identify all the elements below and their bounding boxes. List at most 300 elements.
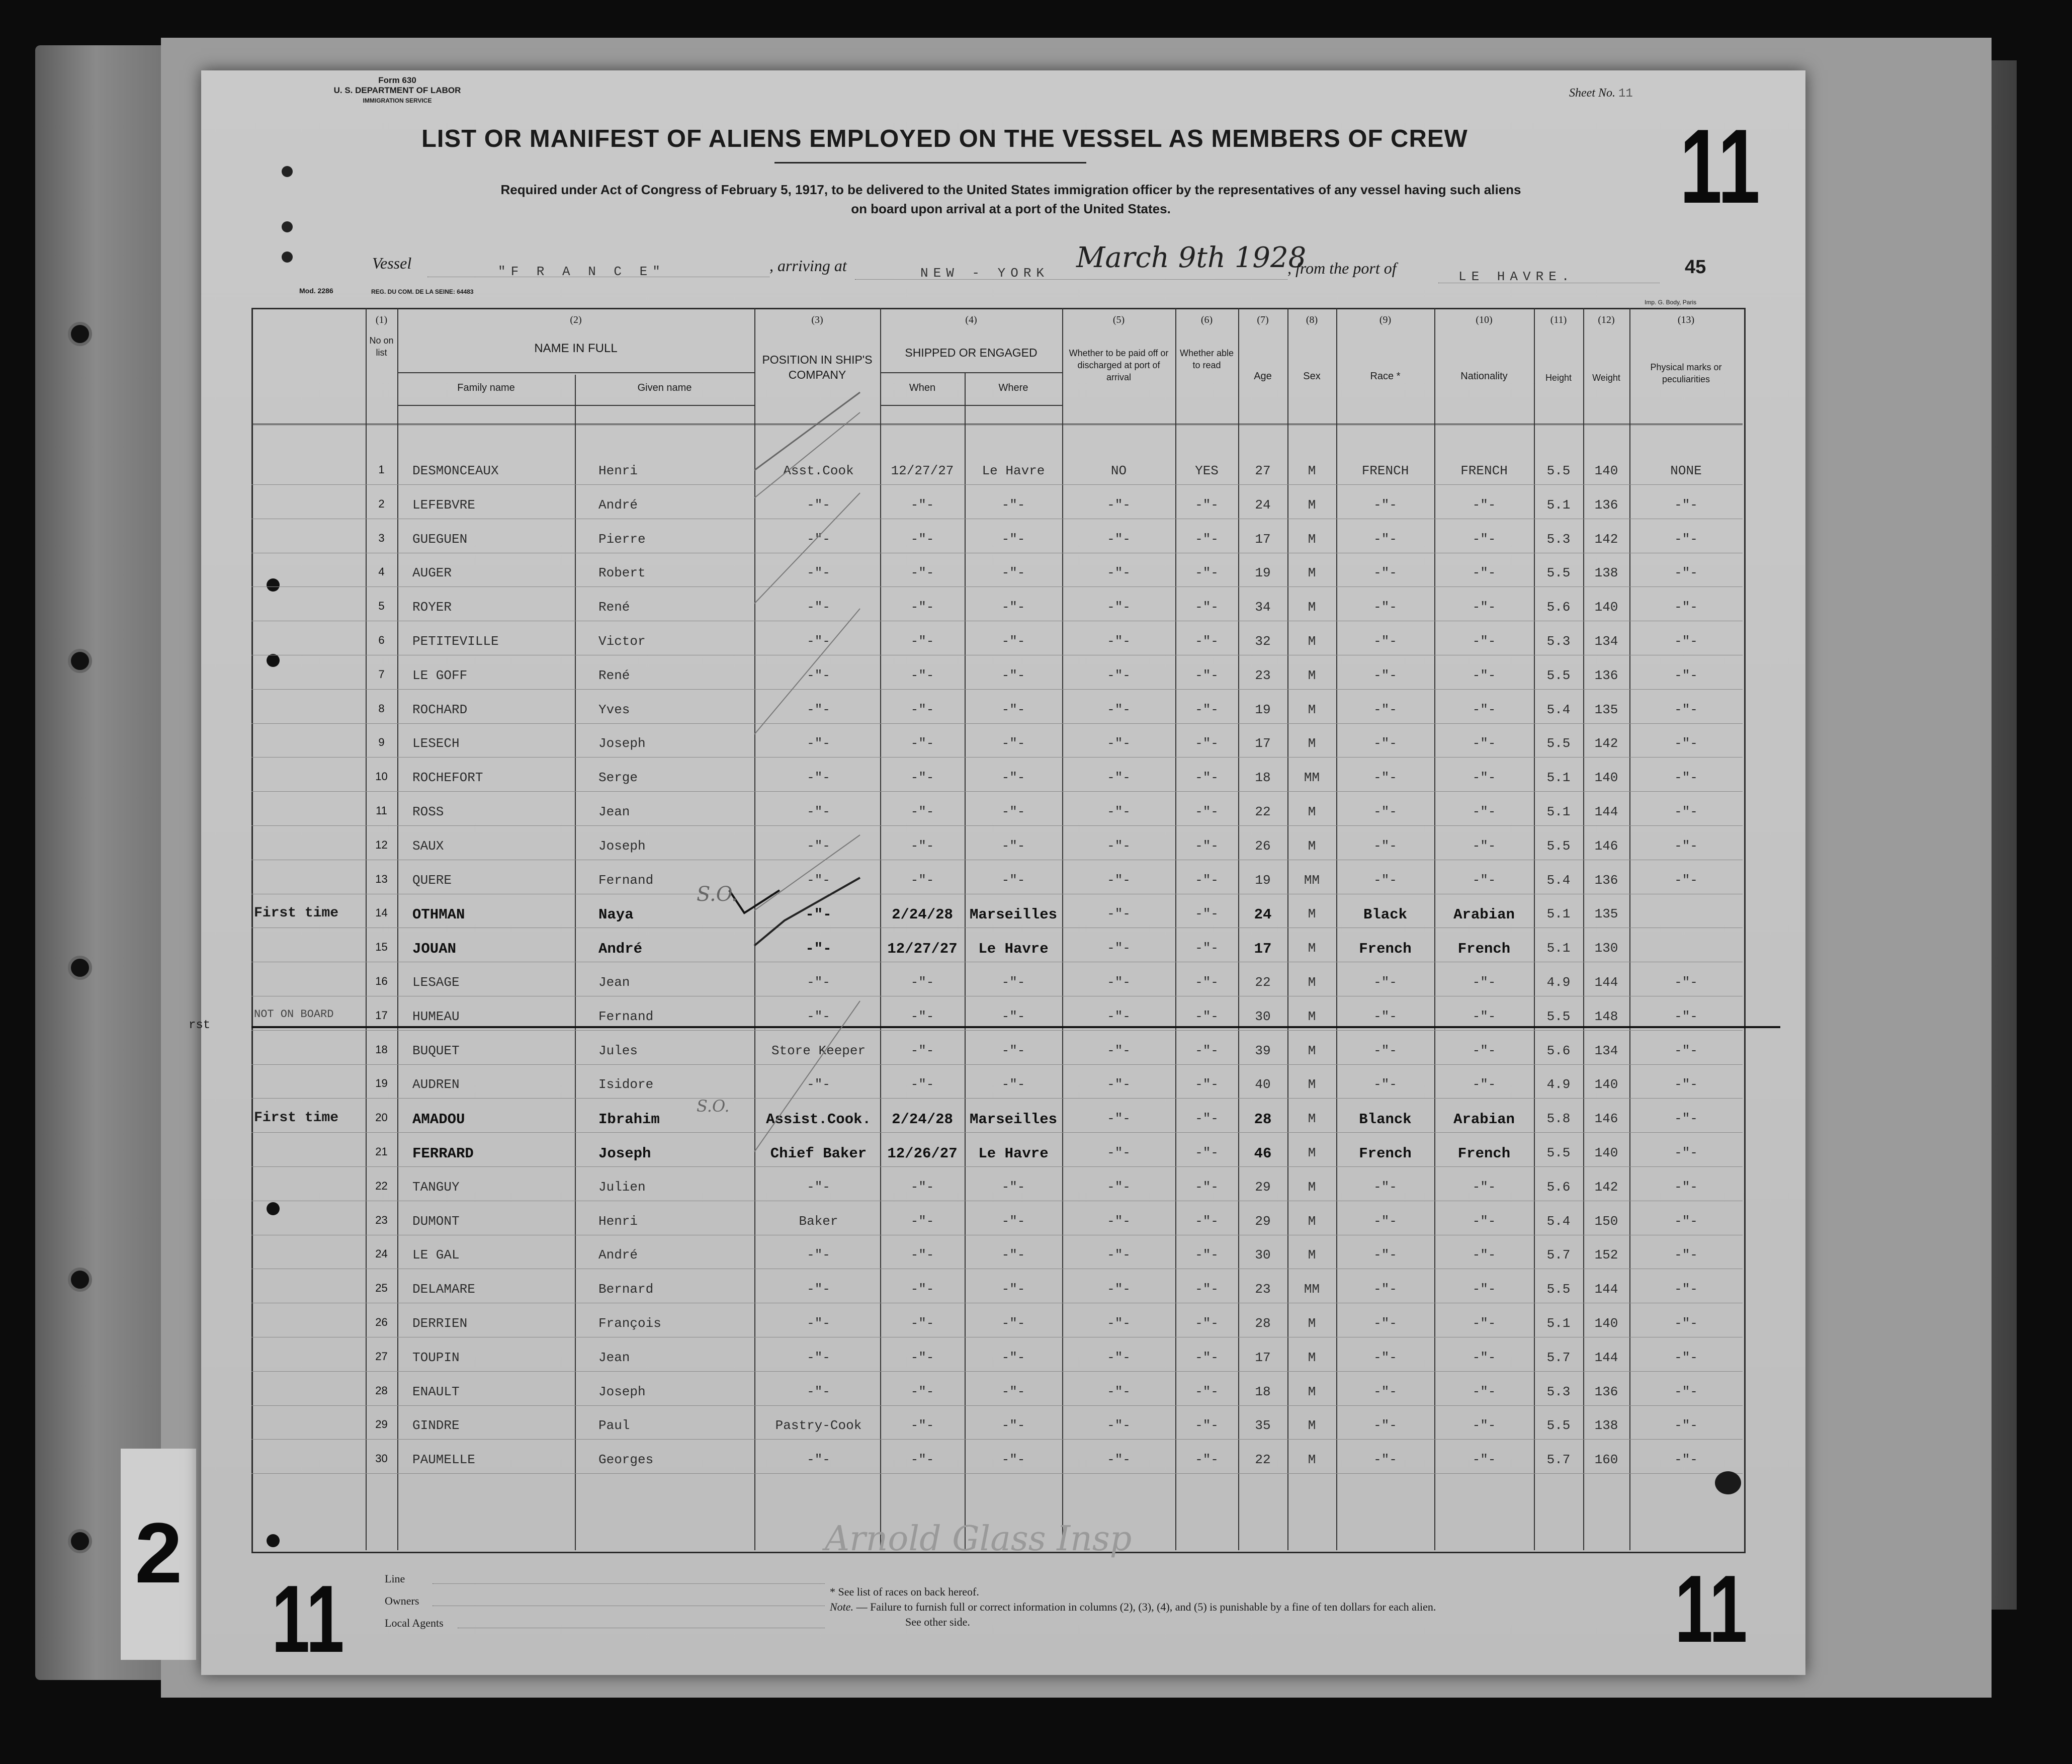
subtitle-line1: Required under Act of Congress of February 5, 1917, to be delivered to the United States immigration officer by the representatives of any vessel having such aliens bbox=[500, 182, 1521, 197]
row-rule bbox=[251, 484, 1743, 485]
cell-able-to-read: -"- bbox=[1195, 1350, 1219, 1365]
cell-age: 23 bbox=[1255, 667, 1271, 683]
cell-marks: -"- bbox=[1674, 1179, 1698, 1195]
cell-when: 2/24/28 bbox=[892, 1111, 953, 1128]
cell-height: 5.1 bbox=[1546, 906, 1571, 922]
cell-height: 5.4 bbox=[1546, 1213, 1571, 1229]
cell-no: 11 bbox=[376, 804, 387, 817]
cell-family-name: ENAULT bbox=[412, 1384, 460, 1399]
cell-given-name: André bbox=[598, 497, 638, 513]
cell-sex: M bbox=[1308, 975, 1316, 990]
cell-height: 4.9 bbox=[1546, 1077, 1571, 1093]
printer-imprint: Imp. G. Body, Paris bbox=[1645, 299, 1697, 306]
service: IMMIGRATION SERVICE bbox=[363, 97, 432, 104]
cell-position: -"- bbox=[807, 531, 830, 547]
cell-when: -"- bbox=[910, 1077, 934, 1093]
cell-age: 27 bbox=[1255, 463, 1271, 478]
row-rule bbox=[251, 1132, 1743, 1133]
cell-position: Chief Baker bbox=[770, 1145, 867, 1162]
cell-nationality: -"- bbox=[1472, 838, 1496, 854]
row-rule bbox=[251, 757, 1743, 758]
cell-height: 5.6 bbox=[1546, 600, 1571, 615]
cell-no: 2 bbox=[378, 497, 385, 510]
cell-given-name: Joseph bbox=[598, 736, 646, 751]
cell-family-name: HUMEAU bbox=[412, 1009, 460, 1024]
cell-when: -"- bbox=[910, 1213, 934, 1229]
so-annotation-row-14: S.O. bbox=[697, 883, 738, 906]
cell-given-name: Fernand bbox=[598, 1009, 654, 1024]
cell-no: 20 bbox=[375, 1111, 388, 1124]
cell-race: -"- bbox=[1373, 770, 1397, 786]
cell-family-name: DERRIEN bbox=[412, 1316, 468, 1331]
cell-paid-off: -"- bbox=[1107, 565, 1131, 581]
cell-race: Black bbox=[1363, 906, 1407, 923]
arriving-label: , arriving at bbox=[769, 257, 847, 275]
cell-marks: -"- bbox=[1674, 736, 1698, 751]
cell-age: 24 bbox=[1254, 906, 1272, 923]
cell-given-name: René bbox=[598, 667, 630, 683]
cell-age: 17 bbox=[1255, 736, 1271, 751]
cell-family-name: ROYER bbox=[412, 600, 452, 615]
cell-where: -"- bbox=[1001, 770, 1025, 786]
cell-when: -"- bbox=[910, 1282, 934, 1297]
cell-able-to-read: -"- bbox=[1195, 1145, 1219, 1160]
cell-age: 22 bbox=[1255, 975, 1271, 990]
cell-nationality: -"- bbox=[1472, 565, 1496, 581]
header-bottom-rule bbox=[251, 424, 1743, 425]
corner-mark-bottom-right: 11 bbox=[1675, 1556, 1748, 1662]
cell-position: -"- bbox=[807, 1384, 830, 1399]
mod-number: Mod. 2286 bbox=[299, 287, 333, 295]
cell-no: 12 bbox=[375, 838, 388, 851]
cell-height: 5.1 bbox=[1546, 804, 1571, 819]
cell-no: 28 bbox=[375, 1384, 388, 1397]
cell-height: 5.4 bbox=[1546, 702, 1571, 717]
cell-marks: -"- bbox=[1674, 565, 1698, 581]
cell-position: -"- bbox=[807, 1282, 830, 1297]
cell-position: -"- bbox=[807, 702, 830, 717]
col-8-label: Sex bbox=[1303, 371, 1321, 382]
cell-family-name: BUQUET bbox=[412, 1043, 460, 1058]
note-label: Note. bbox=[830, 1601, 854, 1613]
cell-marks: -"- bbox=[1674, 1350, 1698, 1365]
cell-age: 19 bbox=[1255, 872, 1271, 888]
cell-position: Asst.Cook bbox=[783, 463, 854, 478]
cell-when: -"- bbox=[910, 1179, 934, 1195]
col-2-given: Given name bbox=[637, 382, 692, 393]
from-label: , from the port of bbox=[1287, 259, 1397, 277]
cell-nationality: Arabian bbox=[1453, 1111, 1515, 1128]
cell-family-name: FERRARD bbox=[412, 1145, 474, 1162]
cell-given-name: Ibrahim bbox=[598, 1111, 660, 1128]
cell-position: -"- bbox=[807, 1350, 830, 1365]
cell-age: 28 bbox=[1254, 1111, 1272, 1128]
cell-family-name: DELAMARE bbox=[412, 1282, 475, 1297]
cell-paid-off: -"- bbox=[1107, 941, 1131, 956]
cell-family-name: AUGER bbox=[412, 565, 452, 581]
cell-where: -"- bbox=[1001, 634, 1025, 649]
cell-family-name: DESMONCEAUX bbox=[412, 463, 499, 478]
cell-sex: M bbox=[1308, 906, 1316, 922]
col-1-number: (1) bbox=[375, 314, 388, 325]
cell-given-name: Jean bbox=[598, 804, 630, 819]
col-3-number: (3) bbox=[811, 314, 823, 325]
corner-mark-bottom-left: 11 bbox=[272, 1566, 344, 1672]
cell-weight: 146 bbox=[1594, 838, 1618, 854]
row-rule bbox=[251, 1166, 1743, 1167]
col-1-label: No on list bbox=[369, 335, 394, 358]
footer-notes bbox=[830, 1584, 1436, 1630]
cell-no: 26 bbox=[375, 1316, 388, 1328]
margin-note: First time bbox=[254, 1110, 339, 1126]
cell-nationality: -"- bbox=[1472, 872, 1496, 888]
cell-family-name: LEFEBVRE bbox=[412, 497, 475, 513]
cell-family-name: GUEGUEN bbox=[412, 531, 468, 547]
cell-when: -"- bbox=[910, 702, 934, 717]
department: U. S. DEPARTMENT OF LABOR bbox=[333, 86, 461, 95]
line-label: Line bbox=[385, 1572, 405, 1585]
header-rule bbox=[397, 372, 754, 373]
cell-paid-off: NO bbox=[1110, 463, 1127, 478]
cell-age: 29 bbox=[1255, 1179, 1271, 1195]
binder-hole bbox=[68, 1529, 92, 1553]
cell-race: French bbox=[1359, 941, 1412, 958]
row-rule bbox=[251, 1030, 1743, 1031]
cell-family-name: PETITEVILLE bbox=[412, 634, 499, 649]
note-text: — Failure to furnish full or correct information in columns (2), (3), (4), and (5) is punishable by a fine of ten dollars for each alien. bbox=[856, 1601, 1436, 1613]
cell-able-to-read: -"- bbox=[1195, 1452, 1219, 1468]
cell-sex: M bbox=[1308, 497, 1316, 513]
cell-height: 5.1 bbox=[1546, 1316, 1571, 1331]
cell-no: 23 bbox=[375, 1213, 388, 1226]
cell-where: -"- bbox=[1001, 1009, 1025, 1024]
vessel-name: "F R A N C E" bbox=[498, 264, 665, 279]
cell-no: 1 bbox=[378, 463, 385, 476]
cell-where: -"- bbox=[1001, 565, 1025, 581]
cell-when: -"- bbox=[910, 600, 934, 615]
cell-marks: -"- bbox=[1674, 600, 1698, 615]
cell-age: 34 bbox=[1255, 600, 1271, 615]
cell-paid-off: -"- bbox=[1107, 736, 1131, 751]
cell-family-name: QUERE bbox=[412, 872, 452, 888]
col-2-label: NAME IN FULL bbox=[534, 342, 618, 355]
cell-weight: 142 bbox=[1594, 1179, 1618, 1195]
cell-where: -"- bbox=[1001, 1247, 1025, 1263]
cell-height: 5.6 bbox=[1546, 1179, 1571, 1195]
cell-no: 30 bbox=[375, 1452, 388, 1465]
cell-race: -"- bbox=[1373, 804, 1397, 819]
punch-hole bbox=[282, 221, 293, 232]
cell-age: 32 bbox=[1255, 634, 1271, 649]
cell-given-name: Joseph bbox=[598, 1384, 646, 1399]
cell-able-to-read: YES bbox=[1195, 463, 1219, 478]
cell-race: -"- bbox=[1373, 872, 1397, 888]
cell-able-to-read: -"- bbox=[1195, 1043, 1219, 1058]
cell-height: 5.5 bbox=[1546, 667, 1571, 683]
cell-race: -"- bbox=[1373, 1043, 1397, 1058]
cell-marks: -"- bbox=[1674, 1077, 1698, 1093]
cell-race: FRENCH bbox=[1361, 463, 1409, 478]
cell-weight: 130 bbox=[1594, 941, 1618, 956]
cell-family-name: LESAGE bbox=[412, 975, 460, 990]
cell-paid-off: -"- bbox=[1107, 1111, 1131, 1127]
cell-weight: 135 bbox=[1594, 906, 1618, 922]
cell-when: -"- bbox=[910, 1247, 934, 1263]
cell-race: -"- bbox=[1373, 1452, 1397, 1468]
cell-height: 5.1 bbox=[1546, 941, 1571, 956]
cell-family-name: OTHMAN bbox=[412, 906, 465, 923]
cell-position: -"- bbox=[807, 975, 830, 990]
cell-nationality: -"- bbox=[1472, 1179, 1496, 1195]
col-3-label: POSITION IN SHIP'S COMPANY bbox=[762, 353, 873, 381]
cell-sex: M bbox=[1308, 1009, 1316, 1024]
cell-given-name: Julien bbox=[598, 1179, 646, 1195]
cell-family-name: LE GAL bbox=[412, 1247, 460, 1263]
cell-weight: 136 bbox=[1594, 497, 1618, 513]
form-number: Form 630 bbox=[378, 75, 416, 85]
cell-nationality: -"- bbox=[1472, 1213, 1496, 1229]
cell-position: -"- bbox=[807, 1247, 830, 1263]
cell-given-name: André bbox=[598, 941, 643, 958]
cell-paid-off: -"- bbox=[1107, 1452, 1131, 1468]
cell-height: 5.5 bbox=[1546, 565, 1571, 581]
row-rule bbox=[251, 1439, 1743, 1440]
races-note: * See list of races on back hereof. bbox=[830, 1585, 979, 1598]
col-6-number: (6) bbox=[1200, 314, 1213, 325]
cell-paid-off: -"- bbox=[1107, 1316, 1131, 1331]
sheet-number: 11 bbox=[1618, 87, 1633, 101]
cell-race: -"- bbox=[1373, 1282, 1397, 1297]
cell-where: -"- bbox=[1001, 600, 1025, 615]
cell-given-name: Henri bbox=[598, 1213, 638, 1229]
cell-nationality: French bbox=[1457, 941, 1511, 958]
cell-family-name: SAUX bbox=[412, 838, 444, 854]
cell-marks: -"- bbox=[1674, 1111, 1698, 1127]
cell-no: 25 bbox=[375, 1282, 388, 1295]
cell-no: 18 bbox=[375, 1043, 388, 1056]
cell-when: 2/24/28 bbox=[892, 906, 953, 923]
cell-when: -"- bbox=[910, 667, 934, 683]
cell-sex: M bbox=[1308, 463, 1316, 478]
col-12-label: Weight bbox=[1592, 373, 1620, 383]
header-rule bbox=[880, 405, 1062, 406]
index-tab bbox=[121, 1449, 196, 1660]
cell-age: 40 bbox=[1255, 1077, 1271, 1093]
cell-where: Marseilles bbox=[969, 1111, 1058, 1128]
cell-race: -"- bbox=[1373, 1316, 1397, 1331]
cell-race: -"- bbox=[1373, 1009, 1397, 1024]
cell-when: -"- bbox=[910, 1384, 934, 1399]
cell-able-to-read: -"- bbox=[1195, 1111, 1219, 1127]
cell-sex: M bbox=[1308, 1452, 1316, 1468]
line-dots bbox=[433, 1583, 825, 1584]
strike-line bbox=[251, 1026, 1780, 1028]
cell-sex: M bbox=[1308, 1384, 1316, 1399]
cell-given-name: Fernand bbox=[598, 872, 654, 888]
cell-weight: 150 bbox=[1594, 1213, 1618, 1229]
cell-weight: 134 bbox=[1594, 634, 1618, 649]
row-rule bbox=[251, 1064, 1743, 1065]
page-title: LIST OR MANIFEST OF ALIENS EMPLOYED ON THE VESSEL AS MEMBERS OF CREW bbox=[421, 125, 1468, 152]
row-rule bbox=[251, 791, 1743, 792]
cell-sex: M bbox=[1308, 667, 1316, 683]
cell-weight: 146 bbox=[1594, 1111, 1618, 1127]
header-rule bbox=[397, 405, 754, 406]
cell-sex: M bbox=[1308, 1316, 1316, 1331]
col-13-label: Physical marks or peculiarities bbox=[1650, 362, 1722, 384]
cell-no: 29 bbox=[375, 1418, 388, 1431]
vessel-label: Vessel bbox=[372, 254, 412, 272]
cell-position: -"- bbox=[807, 565, 830, 581]
cell-height: 5.5 bbox=[1546, 1282, 1571, 1297]
cell-race: -"- bbox=[1373, 1077, 1397, 1093]
checkmark-strokes bbox=[744, 382, 875, 1212]
cell-able-to-read: -"- bbox=[1195, 565, 1219, 581]
cell-family-name: DUMONT bbox=[412, 1213, 460, 1229]
col-13-number: (13) bbox=[1677, 314, 1695, 325]
cell-marks: -"- bbox=[1674, 1316, 1698, 1331]
cell-paid-off: -"- bbox=[1107, 1009, 1131, 1024]
cell-paid-off: -"- bbox=[1107, 906, 1131, 922]
cell-given-name: Bernard bbox=[598, 1282, 654, 1297]
cell-marks: -"- bbox=[1674, 1009, 1698, 1024]
binder-hole bbox=[68, 322, 92, 346]
cell-able-to-read: -"- bbox=[1195, 1418, 1219, 1434]
cell-weight: 144 bbox=[1594, 1350, 1618, 1365]
col-10-label: Nationality bbox=[1460, 371, 1508, 382]
cell-position: -"- bbox=[807, 1316, 830, 1331]
cell-where: -"- bbox=[1001, 1282, 1025, 1297]
cell-race: -"- bbox=[1373, 667, 1397, 683]
row-rule bbox=[251, 1098, 1743, 1099]
col-divider bbox=[366, 308, 367, 1550]
cell-family-name: JOUAN bbox=[412, 941, 457, 958]
cell-race: -"- bbox=[1373, 1213, 1397, 1229]
cell-no: 3 bbox=[378, 531, 385, 544]
cell-position: -"- bbox=[807, 1009, 830, 1024]
cell-paid-off: -"- bbox=[1107, 1043, 1131, 1058]
cell-paid-off: -"- bbox=[1107, 1282, 1131, 1297]
cell-weight: 138 bbox=[1594, 1418, 1618, 1434]
cell-when: -"- bbox=[910, 770, 934, 786]
row-rule bbox=[251, 586, 1743, 587]
cell-age: 35 bbox=[1255, 1418, 1271, 1434]
cell-where: -"- bbox=[1001, 1316, 1025, 1331]
cell-given-name: Joseph bbox=[598, 838, 646, 854]
cell-given-name: Robert bbox=[598, 565, 646, 581]
row-rule bbox=[251, 1405, 1743, 1406]
cell-nationality: Arabian bbox=[1453, 906, 1515, 923]
cell-nationality: -"- bbox=[1472, 1350, 1496, 1365]
cell-age: 30 bbox=[1255, 1247, 1271, 1263]
cell-when: 12/26/27 bbox=[887, 1145, 958, 1162]
cell-paid-off: -"- bbox=[1107, 838, 1131, 854]
cell-able-to-read: -"- bbox=[1195, 906, 1219, 922]
cell-paid-off: -"- bbox=[1107, 600, 1131, 615]
cell-marks: -"- bbox=[1674, 872, 1698, 888]
cell-weight: 142 bbox=[1594, 736, 1618, 751]
cell-sex: M bbox=[1308, 1179, 1316, 1195]
cell-height: 5.5 bbox=[1546, 838, 1571, 854]
reg-number: REG. DU COM. DE LA SEINE: 64483 bbox=[371, 288, 474, 295]
cell-able-to-read: -"- bbox=[1195, 600, 1219, 615]
cell-when: -"- bbox=[910, 1350, 934, 1365]
cell-paid-off: -"- bbox=[1107, 1145, 1131, 1160]
cell-weight: 138 bbox=[1594, 565, 1618, 581]
cell-height: 5.7 bbox=[1546, 1247, 1571, 1263]
cell-sex: MM bbox=[1304, 1282, 1320, 1297]
cell-paid-off: -"- bbox=[1107, 702, 1131, 717]
cell-marks: -"- bbox=[1674, 770, 1698, 786]
arrival-dots bbox=[855, 279, 1287, 280]
cell-paid-off: -"- bbox=[1107, 1213, 1131, 1229]
cell-sex: MM bbox=[1304, 872, 1320, 888]
cell-paid-off: -"- bbox=[1107, 497, 1131, 513]
cell-height: 5.3 bbox=[1546, 1384, 1571, 1399]
cell-sex: M bbox=[1308, 1418, 1316, 1434]
cell-position: Assist.Cook. bbox=[766, 1111, 871, 1128]
col-8-number: (8) bbox=[1306, 314, 1318, 325]
cell-when: -"- bbox=[910, 1452, 934, 1468]
cell-no: 10 bbox=[375, 770, 388, 783]
cell-height: 5.7 bbox=[1546, 1452, 1571, 1468]
cell-no: 17 bbox=[375, 1009, 388, 1022]
col-divider bbox=[397, 308, 398, 1550]
cell-nationality: FRENCH bbox=[1460, 463, 1508, 478]
cell-position: -"- bbox=[807, 634, 830, 649]
cell-position: -"- bbox=[807, 497, 830, 513]
col-6-label: Whether able to read bbox=[1179, 348, 1234, 370]
cell-age: 26 bbox=[1255, 838, 1271, 854]
col-4-number: (4) bbox=[965, 314, 977, 325]
cell-able-to-read: -"- bbox=[1195, 531, 1219, 547]
owners-label: Owners bbox=[385, 1594, 419, 1607]
row-rule bbox=[251, 1371, 1743, 1372]
cell-weight: 140 bbox=[1594, 600, 1618, 615]
cell-sex: M bbox=[1308, 565, 1316, 581]
cell-race: -"- bbox=[1373, 565, 1397, 581]
cell-marks: -"- bbox=[1674, 804, 1698, 819]
cell-able-to-read: -"- bbox=[1195, 1179, 1219, 1195]
cell-sex: M bbox=[1308, 804, 1316, 819]
cell-nationality: -"- bbox=[1472, 975, 1496, 990]
cell-given-name: Paul bbox=[598, 1418, 630, 1434]
cell-given-name: Jean bbox=[598, 1350, 630, 1365]
col-11-number: (11) bbox=[1550, 314, 1567, 325]
cell-paid-off: -"- bbox=[1107, 1418, 1131, 1434]
cell-paid-off: -"- bbox=[1107, 1350, 1131, 1365]
cell-height: 5.5 bbox=[1546, 736, 1571, 751]
cell-given-name: Isidore bbox=[598, 1077, 654, 1093]
cell-family-name: PAUMELLE bbox=[412, 1452, 475, 1468]
cell-position: -"- bbox=[807, 1452, 830, 1468]
cell-when: -"- bbox=[910, 872, 934, 888]
cell-given-name: André bbox=[598, 1247, 638, 1263]
cell-family-name: TANGUY bbox=[412, 1179, 460, 1195]
cell-family-name: AMADOU bbox=[412, 1111, 465, 1128]
cell-where: -"- bbox=[1001, 1077, 1025, 1093]
col-2-number: (2) bbox=[570, 314, 582, 325]
cell-given-name: Victor bbox=[598, 634, 646, 649]
cell-where: Le Havre bbox=[978, 941, 1049, 958]
cell-weight: 152 bbox=[1594, 1247, 1618, 1263]
cell-marks: -"- bbox=[1674, 1145, 1698, 1160]
subtitle bbox=[342, 180, 1680, 218]
col-9-label: Race * bbox=[1370, 371, 1401, 382]
cell-age: 19 bbox=[1255, 702, 1271, 717]
col-9-number: (9) bbox=[1379, 314, 1392, 325]
so-annotation-row-20: S.O. bbox=[697, 1097, 730, 1116]
